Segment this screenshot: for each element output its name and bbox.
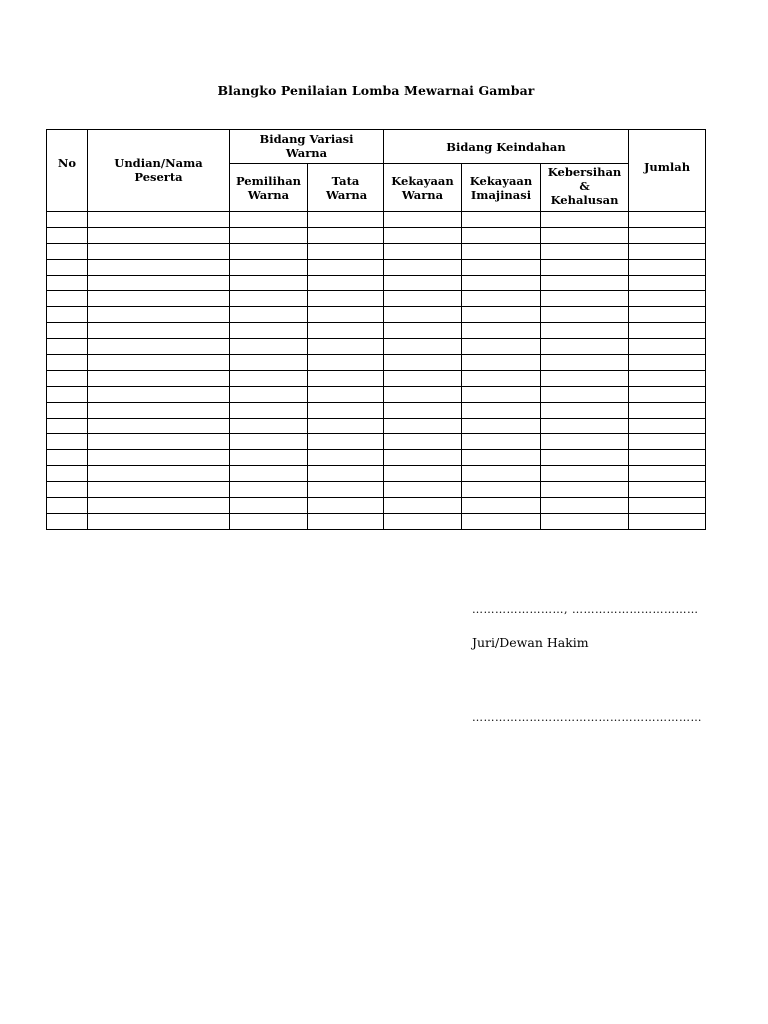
table-cell: [47, 275, 88, 291]
table-cell: [47, 402, 88, 418]
table-cell: [308, 482, 384, 498]
table-cell: [462, 386, 541, 402]
table-cell: [230, 386, 308, 402]
page-title: Blangko Penilaian Lomba Mewarnai Gambar: [217, 83, 535, 98]
table-cell: [629, 513, 706, 529]
table-row: [47, 418, 706, 434]
table-row: [47, 513, 706, 529]
table-cell: [541, 243, 629, 259]
table-cell: [384, 434, 462, 450]
table-cell: [541, 482, 629, 498]
table-cell: [462, 227, 541, 243]
table-cell: [541, 370, 629, 386]
table-row: [47, 259, 706, 275]
header-pemilihan-warna: Pemilihan Warna: [230, 164, 308, 212]
table-cell: [308, 355, 384, 371]
table-cell: [462, 307, 541, 323]
table-cell: [230, 418, 308, 434]
table-cell: [462, 212, 541, 228]
table-cell: [384, 323, 462, 339]
table-cell: [47, 259, 88, 275]
table-cell: [384, 498, 462, 514]
table-cell: [541, 212, 629, 228]
signature-role: Juri/Dewan Hakim: [472, 635, 589, 650]
table-cell: [308, 386, 384, 402]
table-cell: [47, 370, 88, 386]
table-cell: [541, 386, 629, 402]
table-row: [47, 355, 706, 371]
table-cell: [629, 243, 706, 259]
table-cell: [462, 259, 541, 275]
table-cell: [462, 370, 541, 386]
table-cell: [308, 498, 384, 514]
table-cell: [230, 402, 308, 418]
table-cell: [462, 243, 541, 259]
table-cell: [47, 339, 88, 355]
table-cell: [47, 355, 88, 371]
table-cell: [541, 513, 629, 529]
table-cell: [308, 513, 384, 529]
table-cell: [384, 513, 462, 529]
table-row: [47, 370, 706, 386]
table-cell: [88, 402, 230, 418]
table-cell: [462, 498, 541, 514]
table-cell: [230, 513, 308, 529]
table-cell: [308, 418, 384, 434]
table-cell: [384, 275, 462, 291]
table-cell: [230, 450, 308, 466]
table-cell: [230, 434, 308, 450]
table-cell: [47, 482, 88, 498]
table-cell: [230, 243, 308, 259]
table-row: [47, 498, 706, 514]
table-row: [47, 275, 706, 291]
table-cell: [88, 307, 230, 323]
table-cell: [629, 466, 706, 482]
table-cell: [541, 227, 629, 243]
table-cell: [541, 498, 629, 514]
table-cell: [88, 450, 230, 466]
table-row: [47, 434, 706, 450]
table-cell: [541, 402, 629, 418]
table-row: [47, 482, 706, 498]
table-cell: [230, 212, 308, 228]
table-cell: [47, 450, 88, 466]
table-cell: [629, 450, 706, 466]
header-tata-warna: Tata Warna: [308, 164, 384, 212]
table-cell: [88, 291, 230, 307]
table-cell: [629, 370, 706, 386]
table-cell: [462, 434, 541, 450]
table-cell: [308, 307, 384, 323]
table-cell: [308, 339, 384, 355]
table-cell: [541, 339, 629, 355]
table-cell: [88, 227, 230, 243]
table-cell: [47, 227, 88, 243]
table-cell: [88, 482, 230, 498]
header-kebersihan-line3: Kehalusan: [550, 193, 619, 207]
table-cell: [308, 370, 384, 386]
table-cell: [629, 434, 706, 450]
table-cell: [541, 275, 629, 291]
table-row: [47, 323, 706, 339]
table-cell: [384, 307, 462, 323]
score-table-body: [47, 212, 706, 530]
header-kekayaan-imajinasi: Kekayaan Imajinasi: [462, 164, 541, 212]
table-cell: [88, 275, 230, 291]
table-cell: [384, 386, 462, 402]
table-cell: [308, 275, 384, 291]
signature-name-line: ……………………………………………………: [472, 711, 702, 724]
table-cell: [230, 370, 308, 386]
table-cell: [230, 355, 308, 371]
table-row: [47, 212, 706, 228]
header-participant: Undian/Nama Peserta: [88, 130, 230, 212]
header-kebersihan-kehalusan: [541, 164, 629, 212]
table-cell: [230, 307, 308, 323]
header-kebersihan-line2: &: [579, 179, 590, 193]
table-cell: [541, 323, 629, 339]
score-table: [46, 129, 706, 530]
table-cell: [462, 466, 541, 482]
table-cell: [384, 466, 462, 482]
table-cell: [308, 212, 384, 228]
table-cell: [88, 418, 230, 434]
table-cell: [88, 212, 230, 228]
table-row: [47, 243, 706, 259]
table-cell: [47, 418, 88, 434]
signature-place-date: ……………………, ……………………………: [472, 603, 699, 616]
table-cell: [384, 243, 462, 259]
table-cell: [308, 450, 384, 466]
table-cell: [384, 291, 462, 307]
table-cell: [230, 482, 308, 498]
table-cell: [462, 291, 541, 307]
table-cell: [88, 339, 230, 355]
table-cell: [629, 339, 706, 355]
table-cell: [308, 291, 384, 307]
table-cell: [629, 259, 706, 275]
table-row: [47, 402, 706, 418]
table-cell: [308, 259, 384, 275]
table-cell: [88, 355, 230, 371]
table-row: [47, 386, 706, 402]
table-cell: [462, 275, 541, 291]
table-cell: [47, 291, 88, 307]
table-cell: [230, 291, 308, 307]
table-cell: [47, 323, 88, 339]
table-cell: [541, 307, 629, 323]
table-cell: [462, 450, 541, 466]
table-cell: [384, 450, 462, 466]
table-row: [47, 466, 706, 482]
table-cell: [541, 466, 629, 482]
table-cell: [541, 418, 629, 434]
table-cell: [88, 323, 230, 339]
table-cell: [629, 482, 706, 498]
table-row: [47, 307, 706, 323]
table-cell: [47, 307, 88, 323]
table-cell: [308, 227, 384, 243]
table-cell: [308, 402, 384, 418]
table-cell: [308, 466, 384, 482]
table-cell: [629, 323, 706, 339]
header-kekayaan-warna: Kekayaan Warna: [384, 164, 462, 212]
table-cell: [462, 418, 541, 434]
table-cell: [47, 513, 88, 529]
table-cell: [88, 466, 230, 482]
table-cell: [230, 275, 308, 291]
table-cell: [629, 386, 706, 402]
table-cell: [88, 259, 230, 275]
table-cell: [462, 355, 541, 371]
table-cell: [384, 418, 462, 434]
table-cell: [47, 386, 88, 402]
table-cell: [88, 513, 230, 529]
table-cell: [384, 482, 462, 498]
table-cell: [88, 370, 230, 386]
table-cell: [541, 259, 629, 275]
table-cell: [629, 307, 706, 323]
table-cell: [541, 434, 629, 450]
table-cell: [308, 323, 384, 339]
table-cell: [308, 243, 384, 259]
table-cell: [47, 434, 88, 450]
table-cell: [384, 402, 462, 418]
table-row: [47, 291, 706, 307]
table-cell: [462, 402, 541, 418]
table-cell: [230, 466, 308, 482]
table-cell: [629, 275, 706, 291]
table-cell: [462, 482, 541, 498]
table-cell: [47, 212, 88, 228]
table-cell: [88, 498, 230, 514]
table-cell: [629, 291, 706, 307]
header-total: Jumlah: [629, 130, 706, 212]
table-cell: [462, 323, 541, 339]
table-cell: [47, 498, 88, 514]
table-cell: [462, 339, 541, 355]
header-kebersihan-line1: Kebersihan: [547, 165, 622, 179]
table-cell: [47, 466, 88, 482]
table-cell: [541, 450, 629, 466]
table-cell: [384, 339, 462, 355]
header-group-variasi-warna: Bidang Variasi Warna: [230, 130, 384, 164]
table-cell: [384, 259, 462, 275]
header-no: No: [47, 130, 88, 212]
table-cell: [88, 434, 230, 450]
table-row: [47, 450, 706, 466]
table-cell: [230, 498, 308, 514]
table-cell: [629, 402, 706, 418]
table-cell: [308, 434, 384, 450]
table-cell: [541, 291, 629, 307]
table-cell: [629, 212, 706, 228]
table-cell: [230, 339, 308, 355]
table-cell: [384, 227, 462, 243]
table-cell: [230, 227, 308, 243]
table-cell: [384, 355, 462, 371]
table-cell: [629, 355, 706, 371]
table-cell: [88, 386, 230, 402]
table-cell: [384, 212, 462, 228]
table-row: [47, 339, 706, 355]
table-cell: [541, 355, 629, 371]
table-cell: [629, 498, 706, 514]
table-cell: [230, 323, 308, 339]
header-group-keindahan: Bidang Keindahan: [384, 130, 629, 164]
table-cell: [384, 370, 462, 386]
table-cell: [629, 418, 706, 434]
table-row: [47, 227, 706, 243]
table-cell: [230, 259, 308, 275]
table-cell: [629, 227, 706, 243]
table-cell: [47, 243, 88, 259]
table-cell: [88, 243, 230, 259]
table-cell: [462, 513, 541, 529]
